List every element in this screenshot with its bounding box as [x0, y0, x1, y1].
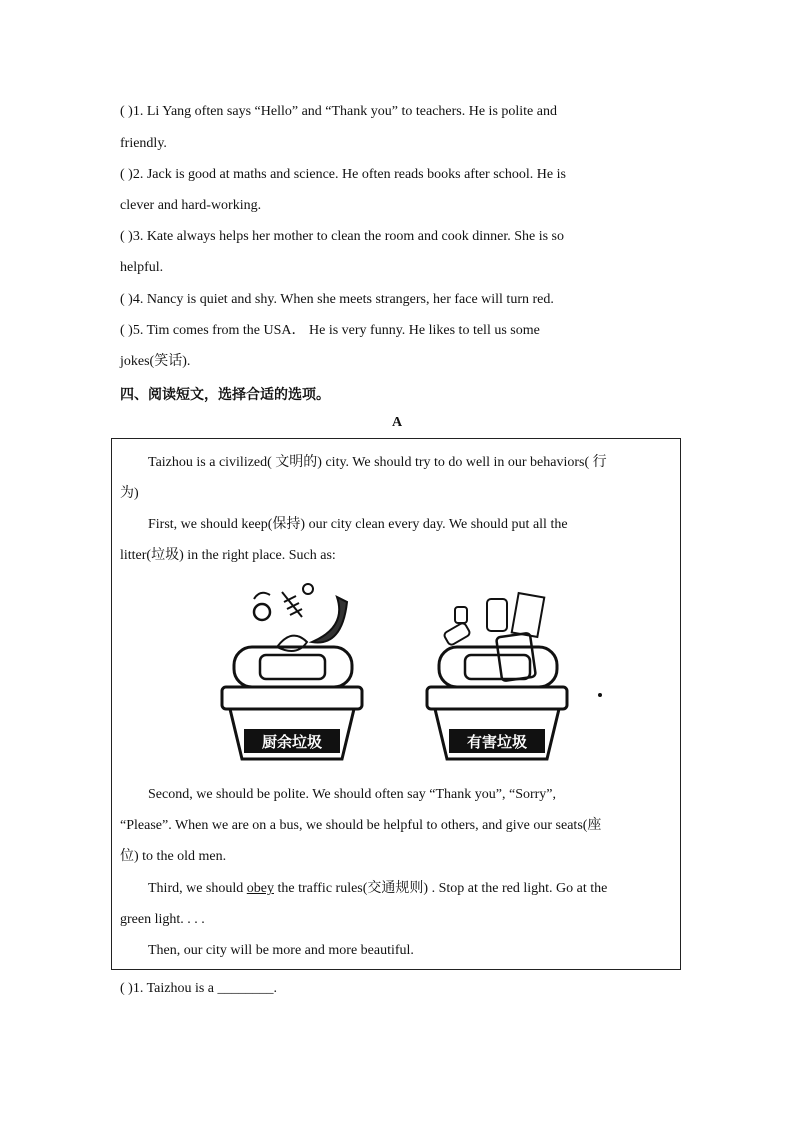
kitchen-waste-label: 厨余垃圾 — [261, 733, 323, 751]
q5-line1: ( )5. Tim comes from the USA． He is very funny. He likes to tell us some — [120, 323, 540, 338]
passage-p2-line1: First, we should keep(保持) our city clean every day. We should put all the — [148, 517, 568, 532]
passage-p4-before: Third, we should — [148, 881, 247, 896]
passage-p4-line1 — [148, 879, 607, 899]
passage-p2-line2: litter(垃圾) in the right place. Such as: — [120, 548, 336, 563]
passage-p1-line1: Taizhou is a civilized( 文明的) city. We should try to do well in our behaviors( 行 — [148, 455, 607, 470]
q3-line2: helpful. — [120, 260, 164, 275]
q3-line1: ( )3. Kate always helps her mother to clean the room and cook dinner. She is so — [120, 229, 564, 244]
passage-p5-line1: Then, our city will be more and more beautiful. — [148, 943, 414, 958]
q5-line2: jokes(笑话). — [120, 354, 191, 369]
passage-p4-after: the traffic rules(交通规则) . Stop at the red light. Go at the — [273, 881, 608, 896]
garbage-bins-illustration — [212, 577, 612, 767]
passage-p4-line2: green light. . . . — [120, 912, 205, 927]
passage-label: A — [391, 415, 403, 430]
passage-p3-line2: “Please”. When we are on a bus, we should be helpful to others, and give our seats(座 — [120, 818, 602, 833]
q1-line1: ( )1. Li Yang often says “Hello” and “Thank you” to teachers. He is polite and — [120, 104, 557, 119]
hazardous-waste-label: 有害垃圾 — [466, 733, 528, 751]
section-heading: 四、阅读短文，选择合适的选项。 — [120, 388, 330, 403]
passage-p3-line3: 位) to the old men. — [120, 849, 227, 864]
q4-line1: ( )4. Nancy is quiet and shy. When she meets strangers, her face will turn red. — [120, 292, 554, 307]
q2-line1: ( )2. Jack is good at maths and science. He often reads books after school. He is — [120, 167, 566, 182]
q1-line2: friendly. — [120, 136, 167, 151]
passage-box — [111, 438, 681, 970]
q2-line2: clever and hard-working. — [120, 198, 262, 213]
question-after-passage: ( )1. Taizhou is a ________. — [120, 981, 278, 996]
passage-p4-underlined: obey — [246, 881, 274, 896]
passage-p3-line1: Second, we should be polite. We should often say “Thank you”, “Sorry”, — [148, 787, 557, 802]
passage-p1-line2: 为) — [120, 486, 139, 501]
